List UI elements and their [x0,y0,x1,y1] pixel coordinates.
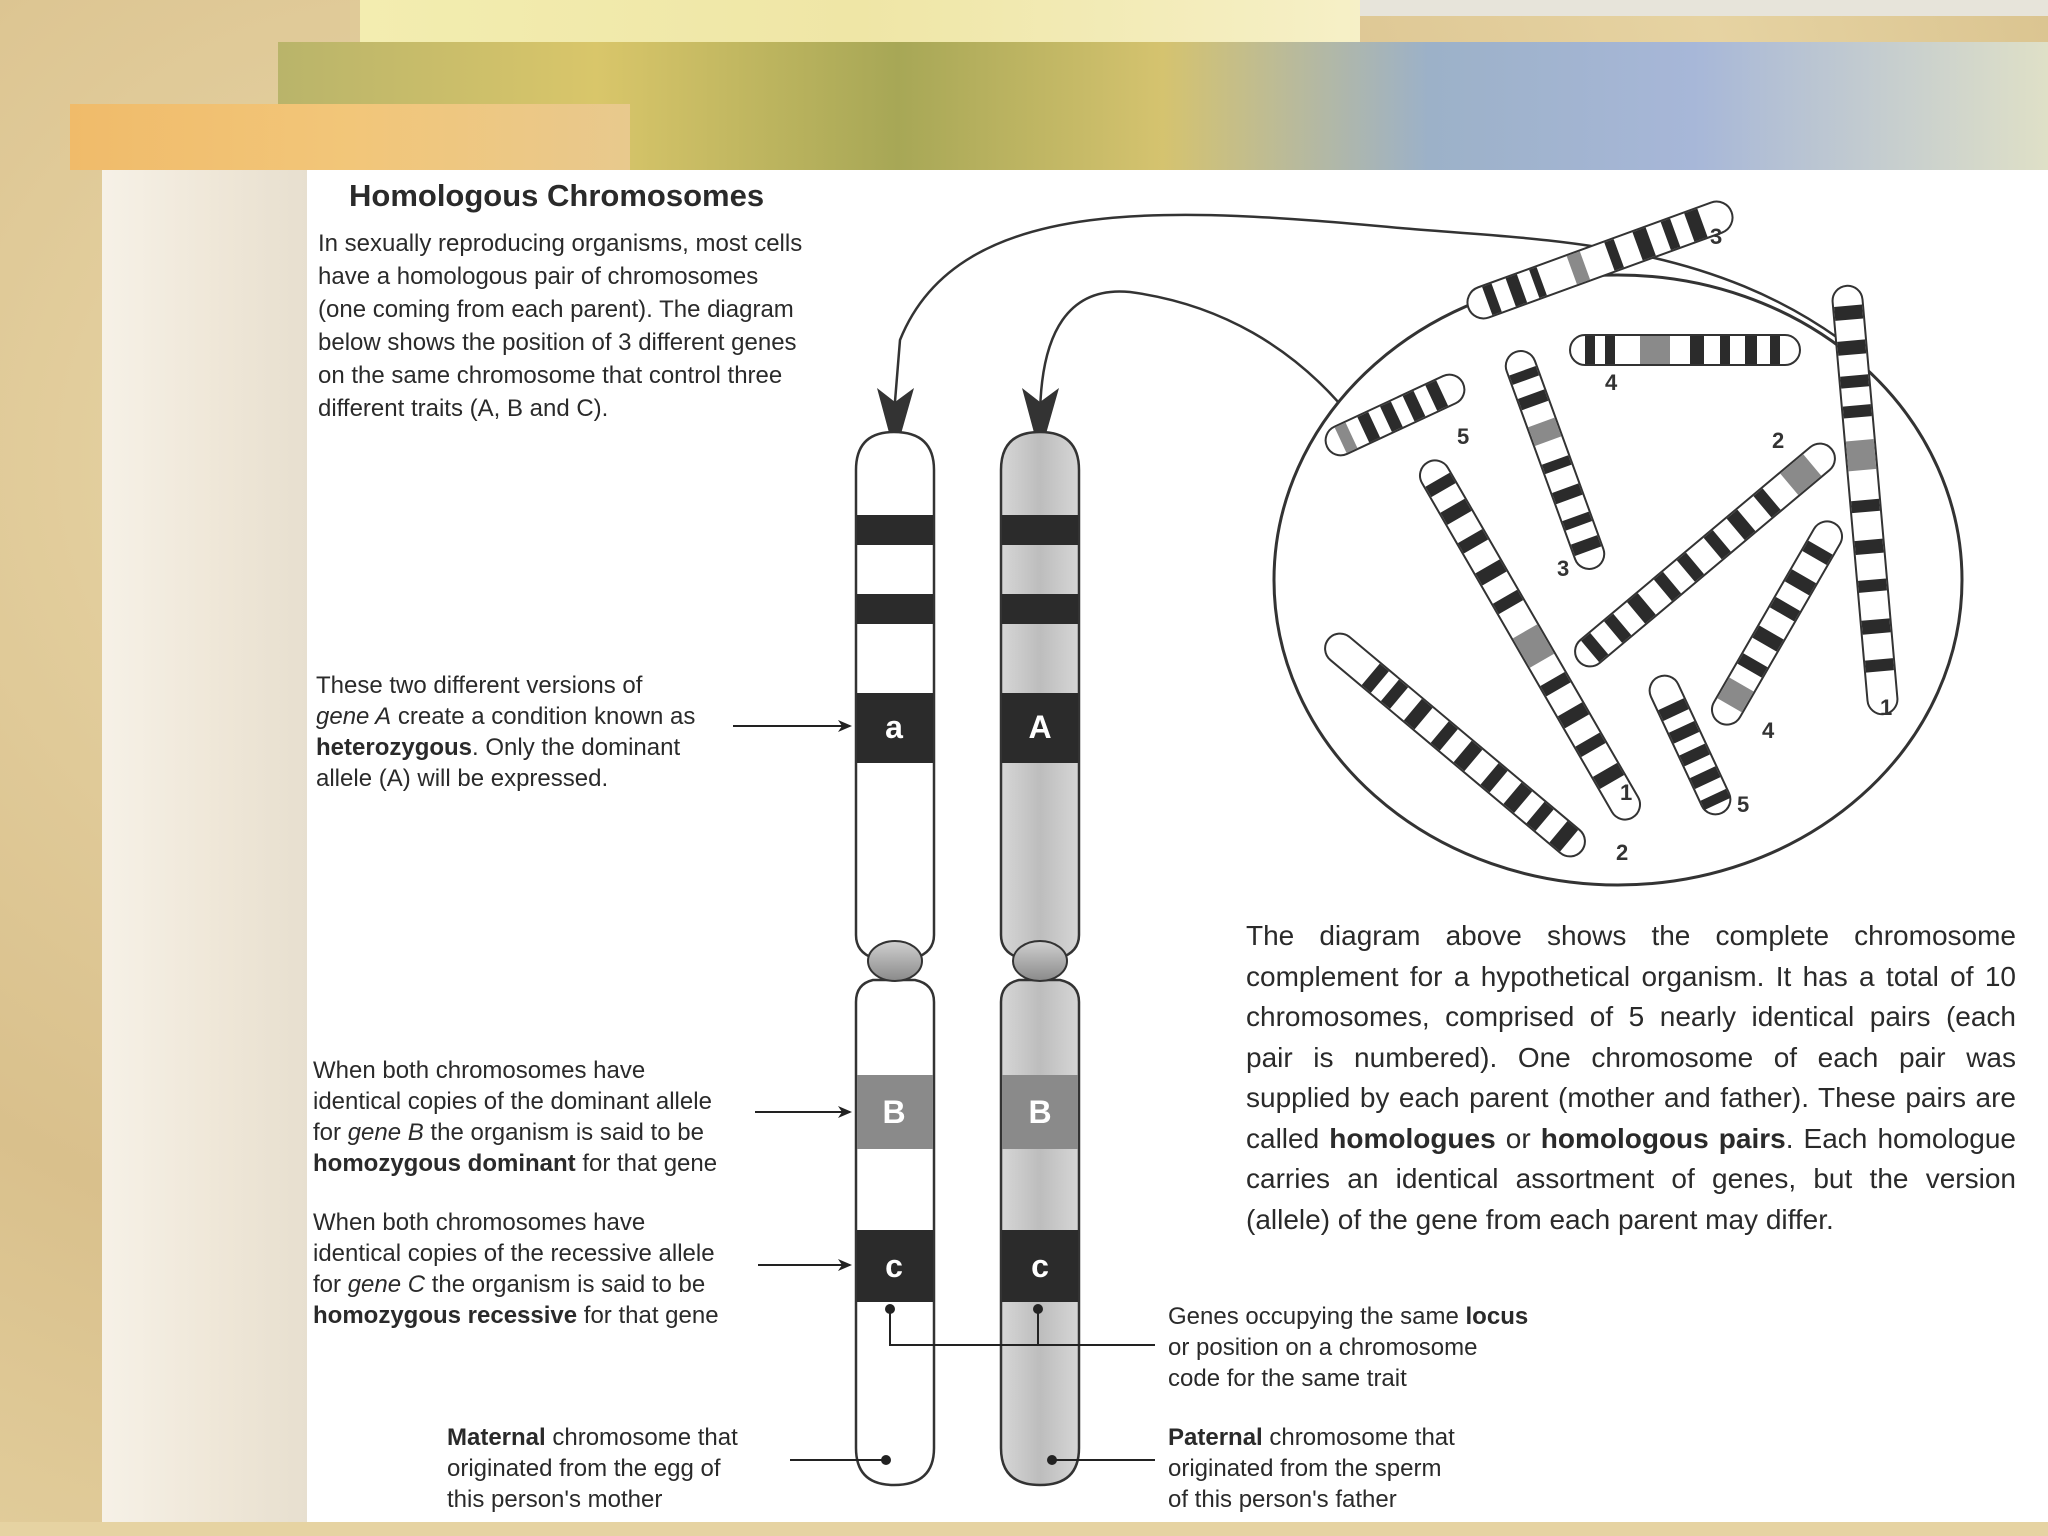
gene-name: gene B [347,1119,424,1146]
pair-number-label: 1 [1620,780,1633,805]
chromosome-band [1837,339,1866,355]
pair-number-label: 5 [1737,792,1750,817]
pair-number-label: 4 [1762,718,1775,743]
note-line: originated from the egg of [447,1455,721,1482]
note-line: identical copies of the dominant allele [313,1088,712,1115]
term-homologues: homologues [1329,1122,1496,1154]
term-locus: locus [1465,1303,1529,1330]
note-line: identical copies of the recessive allele [313,1240,715,1267]
note-text: the organism is said to be [423,1119,704,1146]
maternal-chromosome [856,432,934,1485]
chromosome-body [1570,335,1800,365]
note-line: When both chromosomes have [313,1057,646,1084]
note-text: chromosome that [545,1424,738,1451]
chromosome-band [1846,439,1877,471]
chromosome-band [1862,618,1891,634]
maternal-centromere [868,941,922,981]
chromosome-band [1745,336,1757,364]
paternal-centromere [1013,941,1067,981]
paternal-gene-a-label: A [1028,709,1052,745]
pair-number-label: 3 [1557,556,1570,581]
note-text: Genes occupying the same [1168,1303,1466,1330]
chromosome-complement-circle [1274,197,1962,885]
paternal-band [1002,594,1078,624]
note-text: for [313,1119,348,1146]
chromosome-band [1865,658,1894,672]
paternal-gene-b-label: B [1028,1094,1052,1130]
intro-line: have a homologous pair of chromosomes [318,263,759,290]
pair-number-label: 2 [1772,428,1785,453]
term-maternal: Maternal [447,1424,546,1451]
intro-line: (one coming from each parent). The diagram [318,296,794,323]
note-line: originated from the sperm [1168,1455,1442,1482]
pair-number-label: 1 [1880,695,1893,720]
pair-number-label: 4 [1605,370,1618,395]
chromosome-band [1858,578,1887,592]
intro-line: on the same chromosome that control three [318,362,783,389]
note-line: or position on a chromosome [1168,1334,1478,1361]
chromosome-band [1640,336,1670,364]
term-homozygous-recessive: homozygous recessive [313,1302,578,1329]
note-line: of this person's father [1168,1486,1397,1513]
description-text: The diagram above shows the complete chromosome complement for a hypothetical organism. It has a total of 10 chromosomes, comprised of 5 nearly identical pairs (each pair is numbered). One chromosome of each pair was supplied by each parent (mother and father). These pairs are called [1246,920,2016,1154]
gene-name: gene A [316,703,392,730]
note-line: allele (A) will be expressed. [316,765,609,792]
note-line: These two different versions of [316,672,643,699]
chromosome-band [1855,539,1884,555]
description-text: . Each homologue carries an identical assortment of genes, but the version (allele) of the gene from each parent may differ. [1246,1122,2016,1235]
note-text: the organism is said to be [425,1271,706,1298]
chromosome-band [1605,336,1615,364]
maternal-gene-b-label: B [882,1094,906,1130]
term-heterozygous: heterozygous [316,734,473,761]
chromosome-band [1720,336,1730,364]
note-text: chromosome that [1262,1424,1455,1451]
chromosome-band [1834,305,1863,321]
note-line: this person's mother [447,1486,663,1513]
term-homozygous-dominant: homozygous dominant [313,1150,576,1177]
note-text: for that gene [577,1302,719,1329]
maternal-gene-a-label: a [885,709,903,745]
pair-number-label: 5 [1457,424,1470,449]
note-text: create a condition known as [391,703,696,730]
chromosome-band [1585,336,1595,364]
chromosome-band [1851,499,1880,513]
note-text: for [313,1271,348,1298]
intro-line: below shows the position of 3 different genes [318,329,797,356]
chromosome-band [1770,336,1780,364]
term-paternal: Paternal [1168,1424,1263,1451]
gene-name: gene C [347,1271,426,1298]
paternal-band [1002,515,1078,545]
chromosome-4a [1570,335,1800,365]
page-title: Homologous Chromosomes [349,178,765,213]
paternal-gene-c-label: c [1031,1248,1049,1284]
term-homologous-pairs: homologous pairs [1540,1122,1786,1154]
pair-number-label: 2 [1616,840,1629,865]
note-line: When both chromosomes have [313,1209,646,1236]
chromosome-band [1690,336,1704,364]
chromosome-band [1840,374,1869,388]
maternal-gene-c-label: c [885,1248,903,1284]
intro-line: different traits (A, B and C). [318,395,609,422]
paternal-chromosome [1001,432,1079,1485]
pair-number-label: 3 [1710,224,1723,249]
note-line: code for the same trait [1168,1365,1407,1392]
maternal-band [857,515,933,545]
intro-line: In sexually reproducing organisms, most cells [318,230,803,257]
maternal-band [857,594,933,624]
description-text: or [1495,1122,1541,1154]
chromosome-band [1843,404,1872,418]
note-text: for that gene [575,1150,718,1177]
note-text: . Only the dominant [472,734,681,761]
